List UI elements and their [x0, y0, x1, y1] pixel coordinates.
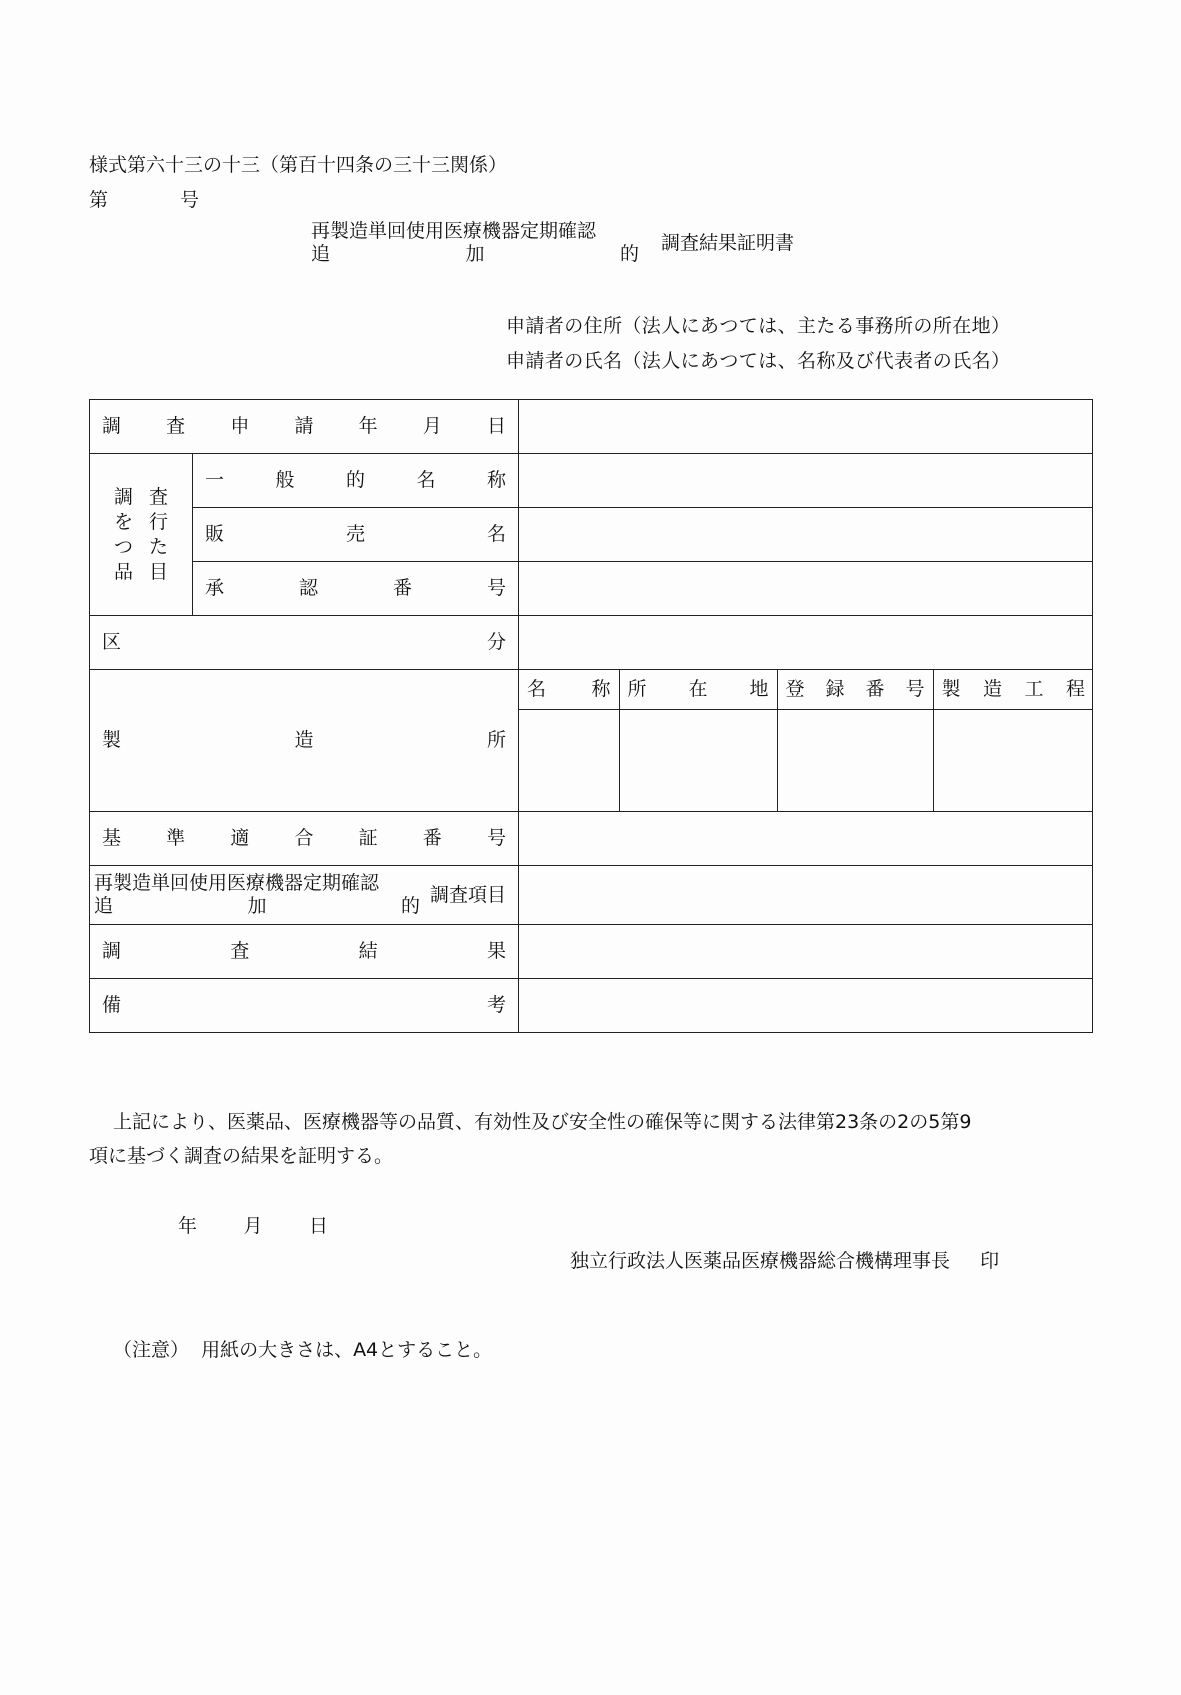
row-general-name [90, 454, 1093, 508]
note-label: （注意） [113, 1339, 190, 1361]
value-result[interactable] [519, 925, 1093, 979]
row-standard-cert [90, 812, 1093, 866]
statement-line1: 上記により、医薬品、医療機器等の品質、有効性及び安全性の確保等に関する法律第23条の2の5第9 [113, 1111, 972, 1133]
value-site-name[interactable] [519, 709, 619, 811]
number-prefix: 第 [89, 189, 109, 211]
form-label: 様式第六十三の十三（第百十四条の三十三関係） [89, 154, 508, 176]
statement-line2: 項に基づく調査の結果を証明する。 [89, 1145, 394, 1167]
row-result [90, 925, 1093, 979]
label-remarks: 備 考 [102, 994, 507, 1016]
label-sales-name: 販 売 名 [205, 523, 507, 545]
title-char: 的 [619, 243, 639, 265]
label-result: 調 査 結 果 [102, 940, 506, 962]
value-site-location[interactable] [619, 709, 777, 811]
issuer [570, 1252, 999, 1271]
issue-date: 年 月 日 [178, 1215, 328, 1237]
row-remarks [90, 979, 1093, 1033]
row-approval-number [90, 562, 1093, 616]
label-category: 区 分 [102, 631, 507, 653]
label-inspected-item-group: 調 査 を 行 つ た 品 目 [90, 454, 193, 616]
value-site-registration-number[interactable] [777, 709, 933, 811]
value-general-name[interactable] [519, 454, 1093, 508]
label-inspection-items: 再製造単回使用医療機器定期確認 追 加 的 調査項目 [94, 872, 507, 917]
label-standard-cert-number: 基 準 適 合 証 番 号 [102, 827, 506, 849]
value-approval-number[interactable] [519, 562, 1093, 616]
label-approval-number: 承 認 番 号 [205, 577, 507, 599]
document-title [311, 222, 794, 264]
value-inspection-items[interactable] [519, 866, 1093, 925]
certificate-number [89, 191, 199, 210]
value-sales-name[interactable] [519, 508, 1093, 562]
label-application-date: 調 査 申 請 年 月 日 [102, 415, 506, 437]
column-header-manufacturing-process: 製 造 工 程 [941, 677, 1085, 700]
note [113, 1341, 492, 1360]
column-header-location: 所 在 地 [627, 677, 769, 700]
row-application-date [90, 400, 1093, 454]
label-manufacturing-site: 製 造 所 [102, 729, 507, 751]
value-site-process[interactable] [933, 709, 1093, 811]
title-char: 加 [465, 243, 485, 265]
title-char: 追 [311, 243, 331, 265]
value-application-date[interactable] [519, 400, 1093, 454]
column-header-name: 名 称 [527, 677, 611, 700]
row-category [90, 616, 1093, 670]
value-category[interactable] [519, 616, 1093, 670]
row-inspection-items [90, 866, 1093, 925]
note-text: 用紙の大きさは、A4とすること。 [201, 1339, 493, 1361]
applicant-address: 申請者の住所（法人にあつては、主たる事務所の所在地） [506, 315, 1011, 337]
applicant-name: 申請者の氏名（法人にあつては、名称及び代表者の氏名） [506, 350, 1011, 372]
value-standard-cert-number[interactable] [519, 812, 1093, 866]
certificate-table [89, 399, 1093, 1033]
row-manufacturing-site [90, 670, 1093, 812]
issuer-name: 独立行政法人医薬品医療機器総合機構理事長 [570, 1250, 951, 1272]
row-sales-name [90, 508, 1093, 562]
seal-mark: 印 [980, 1250, 1000, 1272]
title-line1: 再製造単回使用医療機器定期確認 [311, 220, 597, 242]
label-general-name: 一 般 的 名 称 [205, 469, 507, 491]
value-remarks[interactable] [519, 979, 1093, 1033]
number-suffix: 号 [179, 189, 199, 211]
manufacturing-site-subtable [519, 670, 1093, 812]
title-suffix: 調査結果証明書 [661, 231, 795, 254]
column-header-registration-number: 登 録 番 号 [785, 677, 925, 700]
